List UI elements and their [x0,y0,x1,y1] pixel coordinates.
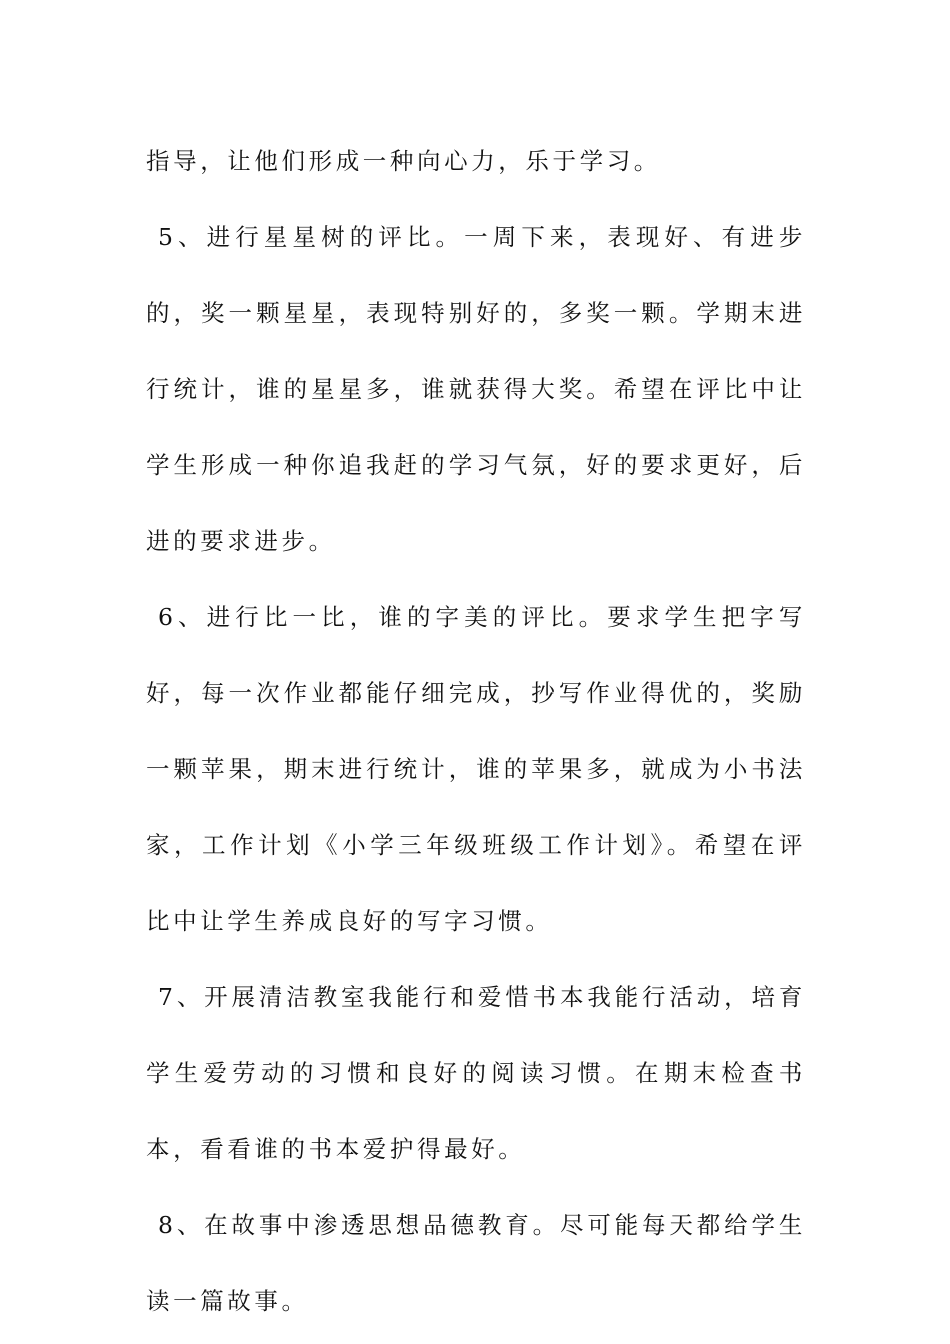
paragraph-item-8: 8、在故事中渗透思想品德教育。尽可能每天都给学生读一篇故事。 [146,1211,806,1315]
paragraph-item-7: 7、开展清洁教室我能行和爱惜书本我能行活动，培育学生爱劳动的习惯和良好的阅读习惯。在期末检查书本，看看谁的书本爱护得最好。 [146,983,806,1163]
paragraph-item-6: 6、进行比一比，谁的字美的评比。要求学生把字写好，每一次作业都能仔细完成，抄写作业得优的，奖励一颗苹果，期末进行统计，谁的苹果多，就成为小书法家，工作计划《小学三年级班级工作计划》。希望在评比中让学生养成良好的写字习惯。 [146,603,806,935]
document-body [146,123,806,1339]
paragraph-item-5: 5、进行星星树的评比。一周下来，表现好、有进步的，奖一颗星星，表现特别好的，多奖一颗。学期末进行统计，谁的星星多，谁就获得大奖。希望在评比中让学生形成一种你追我赶的学习气氛，好的要求更好，后进的要求进步。 [146,223,806,555]
paragraph-continuation: 指导，让他们形成一种向心力，乐于学习。 [146,147,661,175]
